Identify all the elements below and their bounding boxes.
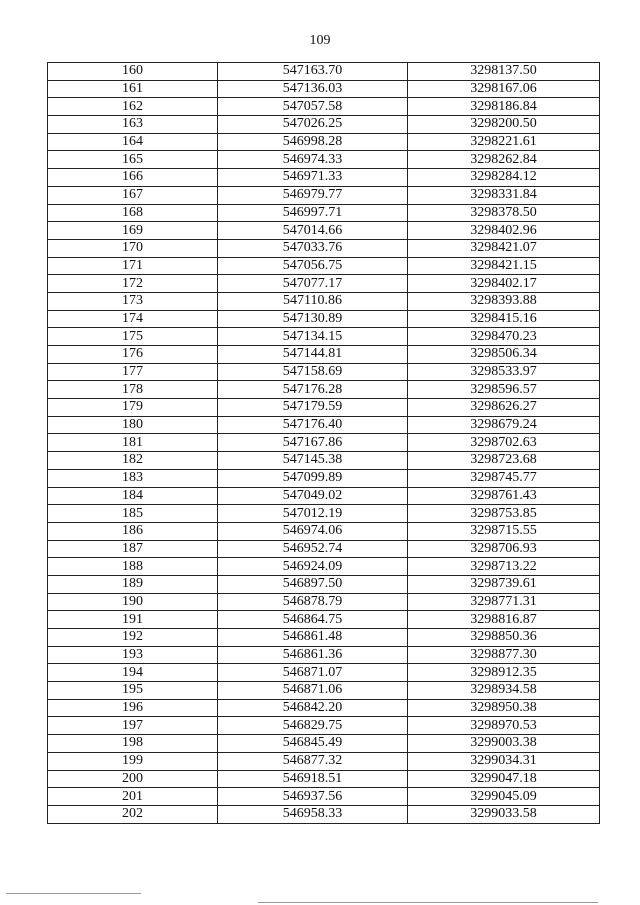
x-coordinate-cell: 547099.89 bbox=[218, 469, 408, 487]
y-coordinate-cell: 3298186.84 bbox=[408, 98, 600, 116]
point-number-cell: 200 bbox=[48, 770, 218, 788]
y-coordinate-cell: 3298702.63 bbox=[408, 434, 600, 452]
point-number-cell: 182 bbox=[48, 452, 218, 470]
y-coordinate-cell: 3298137.50 bbox=[408, 63, 600, 81]
table-row bbox=[48, 399, 600, 417]
y-coordinate-cell: 3298970.53 bbox=[408, 717, 600, 735]
point-number-cell: 173 bbox=[48, 292, 218, 310]
point-number-cell: 161 bbox=[48, 80, 218, 98]
x-coordinate-cell: 547136.03 bbox=[218, 80, 408, 98]
x-coordinate-cell: 546979.77 bbox=[218, 186, 408, 204]
x-coordinate-cell: 546974.33 bbox=[218, 151, 408, 169]
x-coordinate-cell: 546974.06 bbox=[218, 522, 408, 540]
table-row bbox=[48, 522, 600, 540]
x-coordinate-cell: 546971.33 bbox=[218, 169, 408, 187]
table-row bbox=[48, 381, 600, 399]
point-number-cell: 190 bbox=[48, 593, 218, 611]
y-coordinate-cell: 3298739.61 bbox=[408, 575, 600, 593]
x-coordinate-cell: 546924.09 bbox=[218, 558, 408, 576]
point-number-cell: 174 bbox=[48, 310, 218, 328]
y-coordinate-cell: 3298679.24 bbox=[408, 416, 600, 434]
table-row bbox=[48, 257, 600, 275]
point-number-cell: 165 bbox=[48, 151, 218, 169]
y-coordinate-cell: 3298706.93 bbox=[408, 540, 600, 558]
table-row bbox=[48, 346, 600, 364]
point-number-cell: 199 bbox=[48, 752, 218, 770]
x-coordinate-cell: 547049.02 bbox=[218, 487, 408, 505]
table-row bbox=[48, 116, 600, 134]
table-row bbox=[48, 752, 600, 770]
x-coordinate-cell: 547033.76 bbox=[218, 239, 408, 257]
y-coordinate-cell: 3298221.61 bbox=[408, 133, 600, 151]
x-coordinate-cell: 547144.81 bbox=[218, 346, 408, 364]
table-row bbox=[48, 63, 600, 81]
table-row bbox=[48, 575, 600, 593]
y-coordinate-cell: 3299047.18 bbox=[408, 770, 600, 788]
x-coordinate-cell: 547158.69 bbox=[218, 363, 408, 381]
y-coordinate-cell: 3298596.57 bbox=[408, 381, 600, 399]
table-row bbox=[48, 204, 600, 222]
scan-artifact-line bbox=[6, 893, 141, 894]
x-coordinate-cell: 546861.48 bbox=[218, 629, 408, 647]
y-coordinate-cell: 3298950.38 bbox=[408, 699, 600, 717]
point-number-cell: 189 bbox=[48, 575, 218, 593]
table-row bbox=[48, 540, 600, 558]
y-coordinate-cell: 3298723.68 bbox=[408, 452, 600, 470]
x-coordinate-cell: 546871.07 bbox=[218, 664, 408, 682]
y-coordinate-cell: 3298533.97 bbox=[408, 363, 600, 381]
table-row bbox=[48, 805, 600, 823]
table-row bbox=[48, 788, 600, 806]
x-coordinate-cell: 547014.66 bbox=[218, 222, 408, 240]
table-row bbox=[48, 593, 600, 611]
point-number-cell: 192 bbox=[48, 629, 218, 647]
x-coordinate-cell: 546897.50 bbox=[218, 575, 408, 593]
point-number-cell: 186 bbox=[48, 522, 218, 540]
y-coordinate-cell: 3299034.31 bbox=[408, 752, 600, 770]
y-coordinate-cell: 3298816.87 bbox=[408, 611, 600, 629]
table-row bbox=[48, 611, 600, 629]
y-coordinate-cell: 3298200.50 bbox=[408, 116, 600, 134]
point-number-cell: 185 bbox=[48, 505, 218, 523]
x-coordinate-cell: 547176.40 bbox=[218, 416, 408, 434]
point-number-cell: 202 bbox=[48, 805, 218, 823]
table-row bbox=[48, 558, 600, 576]
x-coordinate-cell: 546871.06 bbox=[218, 682, 408, 700]
y-coordinate-cell: 3298393.88 bbox=[408, 292, 600, 310]
table-row bbox=[48, 505, 600, 523]
y-coordinate-cell: 3298771.31 bbox=[408, 593, 600, 611]
x-coordinate-cell: 547163.70 bbox=[218, 63, 408, 81]
y-coordinate-cell: 3298421.07 bbox=[408, 239, 600, 257]
point-number-cell: 175 bbox=[48, 328, 218, 346]
table-row bbox=[48, 133, 600, 151]
x-coordinate-cell: 547167.86 bbox=[218, 434, 408, 452]
y-coordinate-cell: 3298745.77 bbox=[408, 469, 600, 487]
table-row bbox=[48, 416, 600, 434]
y-coordinate-cell: 3298850.36 bbox=[408, 629, 600, 647]
point-number-cell: 184 bbox=[48, 487, 218, 505]
table-row bbox=[48, 682, 600, 700]
y-coordinate-cell: 3298262.84 bbox=[408, 151, 600, 169]
x-coordinate-cell: 547077.17 bbox=[218, 275, 408, 293]
y-coordinate-cell: 3298506.34 bbox=[408, 346, 600, 364]
table-row bbox=[48, 434, 600, 452]
x-coordinate-cell: 546997.71 bbox=[218, 204, 408, 222]
table-row bbox=[48, 98, 600, 116]
y-coordinate-cell: 3298402.96 bbox=[408, 222, 600, 240]
y-coordinate-cell: 3298715.55 bbox=[408, 522, 600, 540]
table-row bbox=[48, 664, 600, 682]
y-coordinate-cell: 3298415.16 bbox=[408, 310, 600, 328]
y-coordinate-cell: 3298421.15 bbox=[408, 257, 600, 275]
x-coordinate-cell: 546918.51 bbox=[218, 770, 408, 788]
x-coordinate-cell: 547176.28 bbox=[218, 381, 408, 399]
x-coordinate-cell: 546878.79 bbox=[218, 593, 408, 611]
table-row bbox=[48, 363, 600, 381]
y-coordinate-cell: 3298713.22 bbox=[408, 558, 600, 576]
table-row bbox=[48, 469, 600, 487]
x-coordinate-cell: 547179.59 bbox=[218, 399, 408, 417]
x-coordinate-cell: 546864.75 bbox=[218, 611, 408, 629]
point-number-cell: 191 bbox=[48, 611, 218, 629]
y-coordinate-cell: 3298934.58 bbox=[408, 682, 600, 700]
point-number-cell: 197 bbox=[48, 717, 218, 735]
point-number-cell: 188 bbox=[48, 558, 218, 576]
x-coordinate-cell: 547110.86 bbox=[218, 292, 408, 310]
y-coordinate-cell: 3298378.50 bbox=[408, 204, 600, 222]
y-coordinate-cell: 3299003.38 bbox=[408, 735, 600, 753]
point-number-cell: 177 bbox=[48, 363, 218, 381]
x-coordinate-cell: 547145.38 bbox=[218, 452, 408, 470]
point-number-cell: 194 bbox=[48, 664, 218, 682]
table-row bbox=[48, 717, 600, 735]
y-coordinate-cell: 3298402.17 bbox=[408, 275, 600, 293]
point-number-cell: 176 bbox=[48, 346, 218, 364]
point-number-cell: 168 bbox=[48, 204, 218, 222]
table-row bbox=[48, 328, 600, 346]
table-row bbox=[48, 735, 600, 753]
coordinates-table bbox=[47, 62, 600, 824]
x-coordinate-cell: 547012.19 bbox=[218, 505, 408, 523]
point-number-cell: 187 bbox=[48, 540, 218, 558]
y-coordinate-cell: 3298331.84 bbox=[408, 186, 600, 204]
coordinates-table-body bbox=[48, 63, 600, 824]
point-number-cell: 195 bbox=[48, 682, 218, 700]
point-number-cell: 183 bbox=[48, 469, 218, 487]
x-coordinate-cell: 546861.36 bbox=[218, 646, 408, 664]
point-number-cell: 172 bbox=[48, 275, 218, 293]
x-coordinate-cell: 547130.89 bbox=[218, 310, 408, 328]
table-row bbox=[48, 629, 600, 647]
table-row bbox=[48, 186, 600, 204]
y-coordinate-cell: 3298877.30 bbox=[408, 646, 600, 664]
point-number-cell: 162 bbox=[48, 98, 218, 116]
table-row bbox=[48, 239, 600, 257]
table-row bbox=[48, 699, 600, 717]
table-row bbox=[48, 646, 600, 664]
point-number-cell: 181 bbox=[48, 434, 218, 452]
x-coordinate-cell: 546829.75 bbox=[218, 717, 408, 735]
table-row bbox=[48, 292, 600, 310]
table-row bbox=[48, 222, 600, 240]
x-coordinate-cell: 546937.56 bbox=[218, 788, 408, 806]
table-row bbox=[48, 151, 600, 169]
point-number-cell: 166 bbox=[48, 169, 218, 187]
table-row bbox=[48, 80, 600, 98]
table-row bbox=[48, 275, 600, 293]
point-number-cell: 178 bbox=[48, 381, 218, 399]
point-number-cell: 163 bbox=[48, 116, 218, 134]
x-coordinate-cell: 546842.20 bbox=[218, 699, 408, 717]
x-coordinate-cell: 547134.15 bbox=[218, 328, 408, 346]
point-number-cell: 198 bbox=[48, 735, 218, 753]
y-coordinate-cell: 3299045.09 bbox=[408, 788, 600, 806]
scan-artifact-line bbox=[258, 902, 598, 903]
y-coordinate-cell: 3298912.35 bbox=[408, 664, 600, 682]
table-row bbox=[48, 770, 600, 788]
x-coordinate-cell: 547056.75 bbox=[218, 257, 408, 275]
point-number-cell: 171 bbox=[48, 257, 218, 275]
x-coordinate-cell: 546845.49 bbox=[218, 735, 408, 753]
x-coordinate-cell: 546952.74 bbox=[218, 540, 408, 558]
table-row bbox=[48, 310, 600, 328]
point-number-cell: 193 bbox=[48, 646, 218, 664]
y-coordinate-cell: 3298626.27 bbox=[408, 399, 600, 417]
y-coordinate-cell: 3298470.23 bbox=[408, 328, 600, 346]
point-number-cell: 164 bbox=[48, 133, 218, 151]
point-number-cell: 167 bbox=[48, 186, 218, 204]
y-coordinate-cell: 3298753.85 bbox=[408, 505, 600, 523]
point-number-cell: 196 bbox=[48, 699, 218, 717]
y-coordinate-cell: 3299033.58 bbox=[408, 805, 600, 823]
x-coordinate-cell: 547026.25 bbox=[218, 116, 408, 134]
table-row bbox=[48, 452, 600, 470]
table-row bbox=[48, 487, 600, 505]
x-coordinate-cell: 546958.33 bbox=[218, 805, 408, 823]
point-number-cell: 160 bbox=[48, 63, 218, 81]
point-number-cell: 179 bbox=[48, 399, 218, 417]
x-coordinate-cell: 546998.28 bbox=[218, 133, 408, 151]
x-coordinate-cell: 546877.32 bbox=[218, 752, 408, 770]
point-number-cell: 201 bbox=[48, 788, 218, 806]
y-coordinate-cell: 3298761.43 bbox=[408, 487, 600, 505]
point-number-cell: 170 bbox=[48, 239, 218, 257]
x-coordinate-cell: 547057.58 bbox=[218, 98, 408, 116]
page-number: 109 bbox=[309, 33, 331, 48]
point-number-cell: 180 bbox=[48, 416, 218, 434]
y-coordinate-cell: 3298284.12 bbox=[408, 169, 600, 187]
y-coordinate-cell: 3298167.06 bbox=[408, 80, 600, 98]
table-row bbox=[48, 169, 600, 187]
point-number-cell: 169 bbox=[48, 222, 218, 240]
